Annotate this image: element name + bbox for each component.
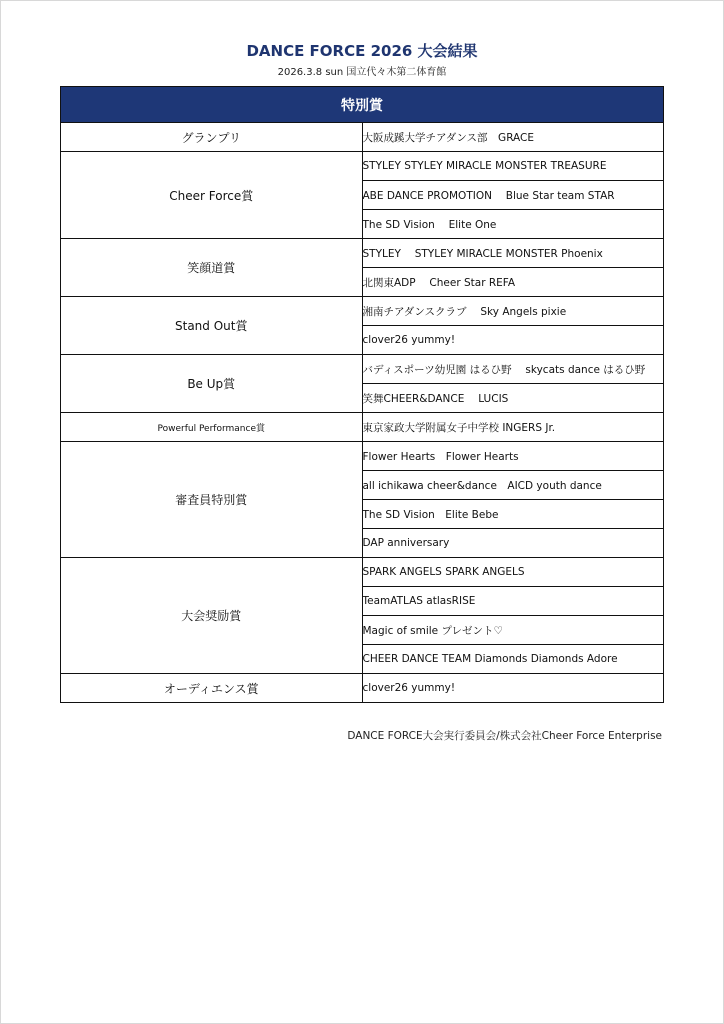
award-category: オーディエンス賞 [61,674,363,703]
table-row [61,297,664,326]
award-category: Be Up賞 [61,355,363,413]
award-team: TeamATLAS atlasRISE [362,587,664,616]
award-team: バディスポーツ幼児園 はるひ野 skycats dance はるひ野 [362,355,664,384]
award-team: clover26 yummy! [362,674,664,703]
award-team: STYLEY STYLEY MIRACLE MONSTER TREASURE [362,152,664,181]
table-row [61,413,664,442]
award-category: 笑顔道賞 [61,239,363,297]
table-row [61,239,664,268]
table-row [61,674,664,703]
results-table [60,86,664,703]
award-team: The SD Vision Elite One [362,210,664,239]
award-team: 湘南チアダンスクラブ Sky Angels pixie [362,297,664,326]
award-category: Powerful Performance賞 [61,413,363,442]
award-team: all ichikawa cheer&dance AICD youth dance [362,471,664,500]
award-team: SPARK ANGELS SPARK ANGELS [362,558,664,587]
award-category: グランプリ [61,123,363,152]
award-team: DAP anniversary [362,529,664,558]
organizer-footer: DANCE FORCE大会実行委員会/株式会社Cheer Force Enterprise [347,730,662,742]
award-team: 北関東ADP Cheer Star REFA [362,268,664,297]
award-team: ABE DANCE PROMOTION Blue Star team STAR [362,181,664,210]
table-row [61,355,664,384]
section-title: 特別賞 [61,87,664,123]
award-team: Magic of smile プレゼント♡ [362,616,664,645]
award-category: Stand Out賞 [61,297,363,355]
awards-body [61,123,664,703]
table-row [61,442,664,471]
table-row [61,123,664,152]
award-category: Cheer Force賞 [61,152,363,239]
table-row [61,152,664,181]
award-team: The SD Vision Elite Bebe [362,500,664,529]
award-team: Flower Hearts Flower Hearts [362,442,664,471]
award-team: STYLEY STYLEY MIRACLE MONSTER Phoenix [362,239,664,268]
award-team: 笑舞CHEER&DANCE LUCIS [362,384,664,413]
award-category: 審査員特別賞 [61,442,363,558]
award-team: CHEER DANCE TEAM Diamonds Diamonds Adore [362,645,664,674]
page-title: DANCE FORCE 2026 大会結果 [246,42,478,60]
award-team: clover26 yummy! [362,326,664,355]
award-category: 大会奨励賞 [61,558,363,674]
event-date-venue: 2026.3.8 sun 国立代々木第二体育館 [277,67,447,78]
award-team: 東京家政大学附属女子中学校 INGERS Jr. [362,413,664,442]
award-team: 大阪成蹊大学チアダンス部 GRACE [362,123,664,152]
table-row [61,558,664,587]
